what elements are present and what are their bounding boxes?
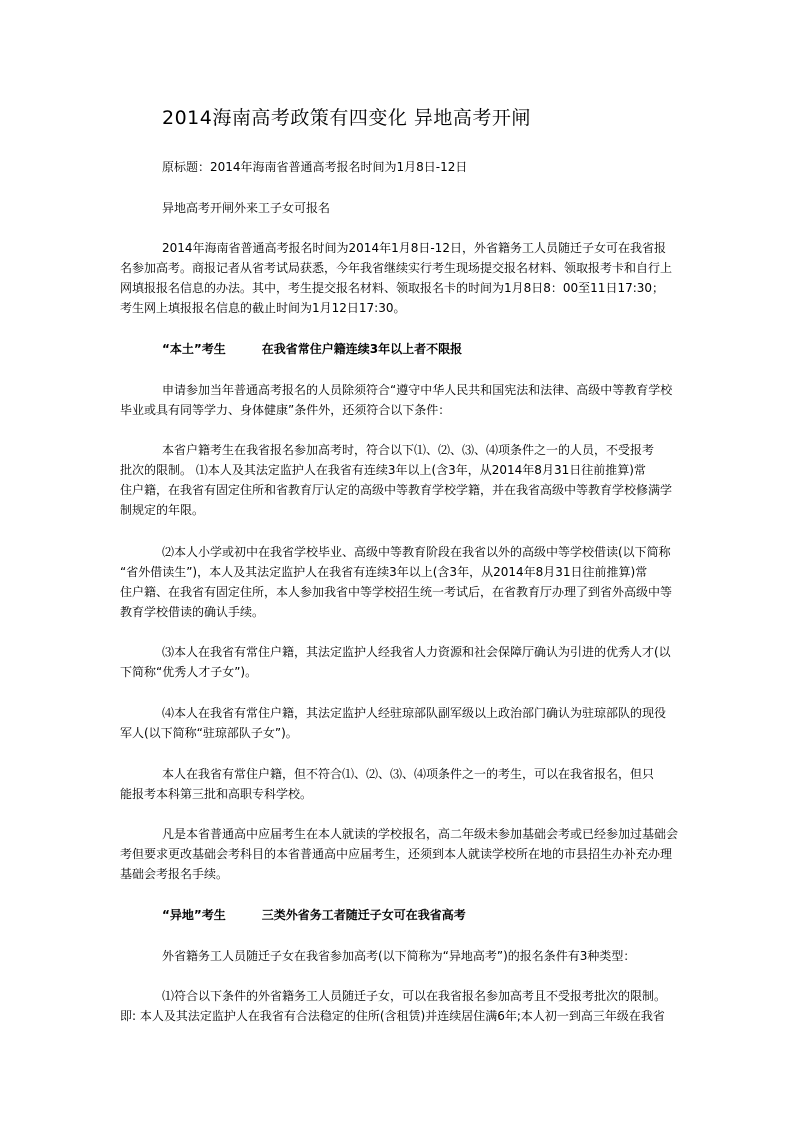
paragraph-line: 批次的限制。 ⑴本人及其法定监护人在我省有连续3年以上(含3年，从2014年8月31日往前推算)常 (120, 463, 646, 477)
paragraph-line: 军人(以下简称“驻琼部队子女”)。 (120, 726, 298, 740)
paragraph-line: ⑶本人在我省有常住户籍，其法定监护人经我省人力资源和社会保障厅确认为引进的优秀人才(以 (162, 645, 671, 659)
paragraph-line: 能报考本科第三批和高职专科学校。 (120, 787, 313, 801)
section-heading-local (162, 340, 462, 358)
paragraph-line: 考但要求更改基础会考科目的本省普通高中应届考生，还须到本人就读学校所在地的市县招生办补充办理 (120, 847, 673, 861)
article-title: 2014海南高考政策有四变化 异地高考开闸 (162, 107, 531, 129)
paragraph-line: 教育学校借读的确认手续。 (120, 605, 265, 619)
paragraph-line: 名参加高考。商报记者从省考试局获悉，今年我省继续实行考生现场提交报名材料、领取报考卡和自行上 (120, 261, 673, 275)
paragraph-line: 住户籍、在我省有固定住所，本人参加我省中等学校招生统一考试后，在省教育厅办理了到省外高级中等 (120, 585, 673, 599)
paragraph-line: 2014年海南省普通高考报名时间为2014年1月8日-12日，外省籍务工人员随迁子女可在我省报 (162, 241, 666, 255)
paragraph-line: 本人在我省有常住户籍，但不符合⑴、⑵、⑶、⑷项条件之一的考生，可以在我省报名，但只 (162, 767, 655, 781)
original-title-line: 原标题：2014年海南省普通高考报名时间为1月8日-12日 (162, 160, 468, 174)
section-heading-label: “异地”考生 (162, 908, 226, 922)
paragraph-line: 毕业或具有同等学力、身体健康”条件外，还须符合以下条件： (120, 403, 451, 417)
paragraph-line: 即: 本人及其法定监护人在我省有合法稳定的住所(含租赁)并连续居住满6年;本人初一到高三年级在我省 (120, 1009, 665, 1023)
paragraph-line: 本省户籍考生在我省报名参加高考时，符合以下⑴、⑵、⑶、⑷项条件之一的人员，不受报考 (162, 443, 655, 457)
paragraph-line: 住户籍，在我省有固定住所和省教育厅认定的高级中等教育学校学籍，并在我省高级中等教育学校修满学 (120, 483, 673, 497)
paragraph-line: 下简称“优秀人才子女”)。 (120, 665, 258, 679)
paragraph-line: ⑵本人小学或初中在我省学校毕业、高级中等教育阶段在我省以外的高级中等学校借读(以下简称 (162, 545, 671, 559)
paragraph-line: 申请参加当年普通高考报名的人员除须符合“遵守中华人民共和国宪法和法律、高级中等教育学校 (162, 383, 673, 397)
paragraph-line: 凡是本省普通高中应届考生在本人就读的学校报名，高二年级未参加基础会考或已经参加过基础会 (162, 827, 679, 841)
paragraph-line: 基础会考报名手续。 (120, 867, 229, 881)
section-heading-label: “本土”考生 (162, 342, 226, 356)
paragraph-line: 考生网上填报报名信息的截止时间为1月12日17:30。 (120, 301, 406, 315)
section-heading-migrant (162, 906, 466, 924)
paragraph-line: ⑴符合以下条件的外省籍务工人员随迁子女，可以在我省报名参加高考且不受报考批次的限制。 (162, 989, 667, 1003)
paragraph-line: 外省籍务工人员随迁子女在我省参加高考(以下简称为“异地高考”)的报名条件有3种类型： (162, 949, 636, 963)
paragraph-line: 网填报报名信息的办法。其中，考生提交报名材料、领取报名卡的时间为1月8日8：00至11日17:30； (120, 281, 665, 295)
paragraph-line: 制规定的年限。 (120, 503, 205, 517)
section-heading-text: 在我省常住户籍连续3年以上者不限报 (261, 342, 463, 356)
subtitle-line: 异地高考开闸外来工子女可报名 (162, 201, 331, 215)
paragraph-line: “省外借读生”)，本人及其法定监护人在我省有连续3年以上(含3年，从2014年8月31日往前推算)常 (120, 565, 648, 579)
paragraph-line: ⑷本人在我省有常住户籍，其法定监护人经驻琼部队副军级以上政治部门确认为驻琼部队的现役 (162, 706, 667, 720)
section-heading-text: 三类外省务工者随迁子女可在我省高考 (261, 908, 466, 922)
